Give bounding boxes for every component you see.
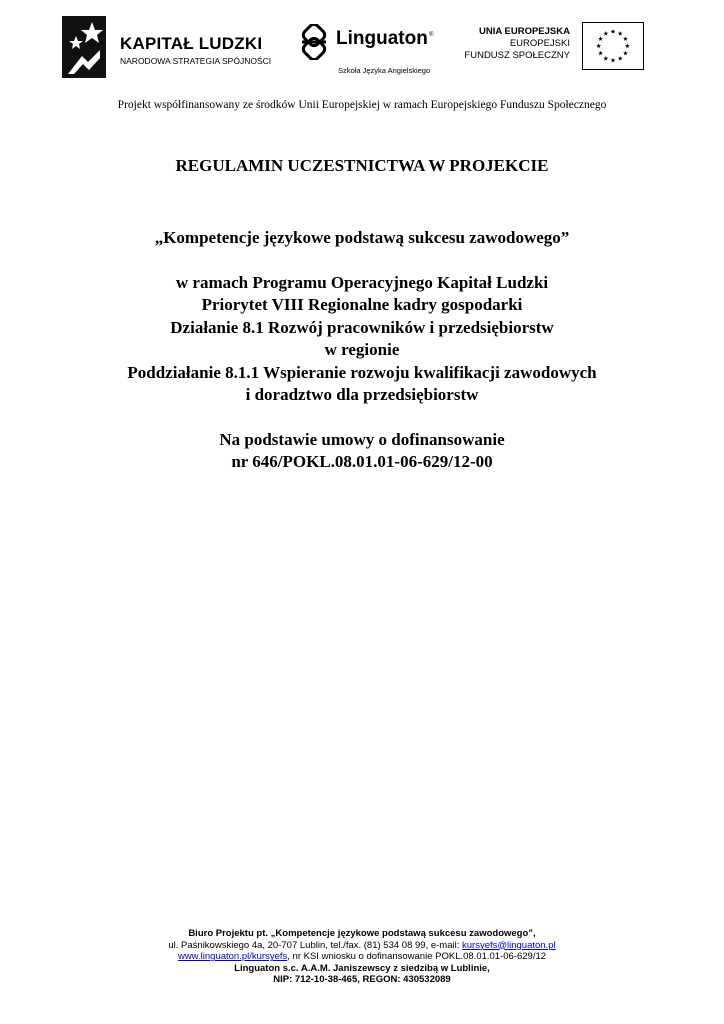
eu-fund-label	[460, 26, 570, 62]
linguaton-registered-mark: ®	[429, 32, 434, 38]
agreement-line: Na podstawie umowy o dofinansowanie	[219, 429, 505, 449]
footer-address-text: ul. Paśnikowskiego 4a, 20-707 Lublin, tel./fax. (81) 534 08 99, e-mail:	[168, 939, 462, 951]
eu-star-icon	[611, 58, 616, 63]
footer-ksi-text: , nr KSI wniosku o dofinansowanie POKL.08.01.01-06-629/12	[287, 951, 547, 963]
eu-star-icon	[625, 44, 630, 49]
program-line: Działanie 8.1 Rozwój pracowników i przedsiębiorstw	[170, 317, 554, 337]
program-line: w ramach Programu Operacyjnego Kapitał Ludzki	[175, 272, 549, 292]
eu-social-fund-label: FUNDUSZ SPOŁECZNY	[464, 50, 570, 61]
document-body	[0, 227, 724, 474]
eu-star-icon	[603, 31, 608, 36]
eu-star-icon	[596, 44, 601, 49]
eu-star-icon	[598, 51, 603, 56]
program-line: i doradztwo dla przedsiębiorstw	[245, 385, 479, 404]
eu-european-label: EUROPEJSKI	[509, 38, 570, 49]
kapital-ludzki-logo	[62, 10, 282, 82]
linguaton-name: Linguaton	[336, 28, 428, 49]
kapital-ludzki-emblem-icon	[62, 16, 106, 78]
eu-star-icon	[598, 36, 603, 41]
program-line: w regionie	[324, 340, 400, 359]
footer	[0, 928, 724, 986]
kapital-ludzki-subtitle: NARODOWA STRATEGIA SPÓJNOŚCI	[120, 56, 272, 66]
footer-website-line	[0, 951, 724, 963]
linguaton-knot-icon	[296, 24, 332, 60]
header	[62, 10, 662, 90]
program-line: Poddziałanie 8.1.1 Wspieranie rozwoju kwalifikacji zawodowych	[127, 362, 597, 382]
eu-flag-icon	[582, 22, 644, 70]
program-line: Priorytet VIII Regionalne kadry gospodarki	[201, 295, 523, 314]
footer-tax-line: NIP: 712-10-38-465, REGON: 430532089	[273, 974, 451, 986]
linguaton-logo	[296, 18, 446, 82]
eu-star-icon	[623, 36, 628, 41]
footer-office-line: Biuro Projektu pt. „Kompetencje językowe podstawą sukcesu zawodowego”,	[188, 928, 536, 939]
linguaton-tagline: Szkoła Języka Angielskiego	[338, 66, 431, 75]
agreement-number: nr 646/POKL.08.01.01-06-629/12-00	[231, 452, 493, 471]
footer-address-line	[0, 940, 724, 952]
eu-star-icon	[611, 29, 616, 34]
eu-star-icon	[618, 31, 623, 36]
cofinancing-note: Projekt współfinansowany ze środków Unii Europejskiej w ramach Europejskiego Funduszu Społecznego	[117, 99, 607, 111]
footer-email-link[interactable]: kursyefs@linguaton.pl	[462, 939, 556, 951]
project-name: „Kompetencje językowe podstawą sukcesu zawodowego”	[154, 228, 570, 247]
footer-company-line: Linguaton s.c. A.A.M. Janiszewscy z siedzibą w Lublinie,	[234, 962, 490, 974]
footer-website-link[interactable]: www.linguaton.pl/kursyefs	[177, 951, 288, 963]
document-title: REGULAMIN UCZESTNICTWA W PROJEKCIE	[175, 156, 549, 175]
eu-star-icon	[603, 56, 608, 61]
eu-star-icon	[623, 51, 628, 56]
kapital-ludzki-title: KAPITAŁ LUDZKI	[120, 34, 263, 53]
eu-star-icon	[618, 56, 623, 61]
eu-union-label: UNIA EUROPEJSKA	[479, 26, 570, 37]
